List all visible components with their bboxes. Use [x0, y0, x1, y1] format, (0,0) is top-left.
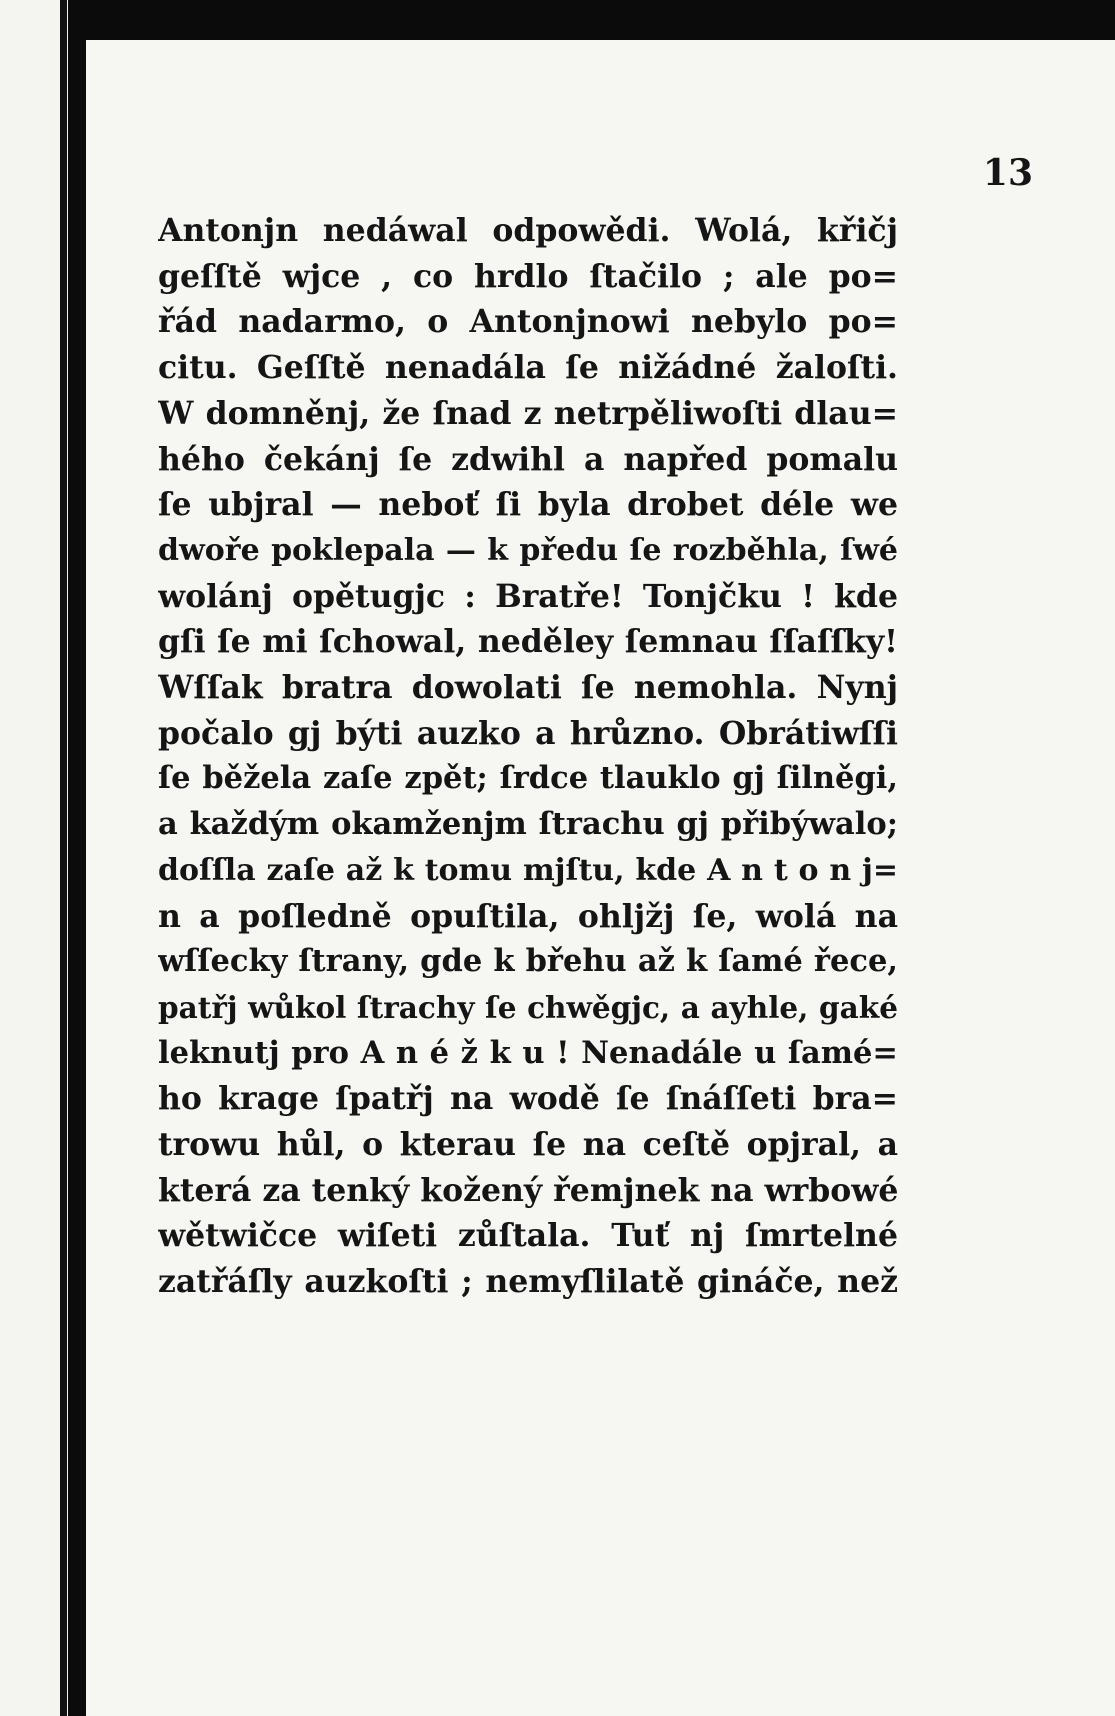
- text-line: W domněnj, že ſnad z netrpěliwoſti dlau=: [158, 394, 898, 432]
- text-line: wſſecky ſtrany, gde k břehu až k ſamé řece,: [158, 943, 898, 980]
- text-line: která za tenký kožený řemjnek na wrbowé: [158, 1171, 898, 1209]
- book-page: [86, 40, 1115, 1716]
- text-line: Wſſak bratra dowolati ſe nemohla. Nynj: [158, 669, 898, 707]
- text-line: řád nadarmo, o Antonjnowi nebylo po=: [158, 303, 898, 341]
- text-line: počalo gj býti auzko a hrůzno. Obrátiwſſi: [158, 714, 898, 752]
- page-body-text: [158, 208, 898, 1305]
- text-line: Antonjn nedáwal odpowědi. Wolá, křičj: [158, 212, 898, 249]
- text-line: trowu hůl, o kterau ſe na ceſtě opjral, a: [158, 1126, 898, 1164]
- text-line: a každým okamženjm ſtrachu gj přibýwalo;: [158, 806, 898, 843]
- text-line: ho krage ſpatřj na wodě ſe ſnáſſeti bra=: [158, 1080, 898, 1118]
- text-line: ſe běžela zaſe zpět; ſrdce tlauklo gj ſilněgi,: [158, 760, 898, 797]
- text-line: wolánj opětugjc : Bratře! Tonjčku ! kde: [158, 577, 898, 615]
- text-line: wětwičce wiſeti zůſtala. Tuť nj ſmrtelné: [158, 1217, 898, 1255]
- text-line: leknutj pro A n é ž k u ! Nenadále u ſamé=: [158, 1034, 898, 1071]
- previous-page-edge: [0, 0, 68, 1716]
- text-line: hého čekánj ſe zdwihl a napřed pomalu: [158, 440, 898, 478]
- page-number: 13: [982, 152, 1033, 194]
- text-line: patřj wůkol ſtrachy ſe chwěgjc, a ayhle, gaké: [158, 989, 898, 1025]
- text-line: ſe ubjral — neboť ſi byla drobet déle we: [158, 486, 898, 524]
- text-line: gſi ſe mi ſchowal, neděley ſemnau ſſaſſky!: [158, 623, 898, 661]
- binding-gutter: [60, 0, 67, 1716]
- text-line: geſſtě wjce , co hrdlo ſtačilo ; ale po=: [158, 257, 898, 295]
- text-line: n a poſledně opuſtila, ohljžj ſe, wolá na: [158, 897, 898, 935]
- text-line: dwoře poklepala — k předu ſe rozběhla, ſwé: [158, 532, 898, 568]
- text-line: citu. Geſſtě nenadála ſe nižádné žaloſti.: [158, 349, 898, 387]
- text-line: doſſla zaſe až k tomu mjſtu, kde A n t o n j=: [158, 852, 898, 888]
- text-line: zatřáſly auzkoſti ; nemyſlilatě gináče, než: [158, 1263, 898, 1301]
